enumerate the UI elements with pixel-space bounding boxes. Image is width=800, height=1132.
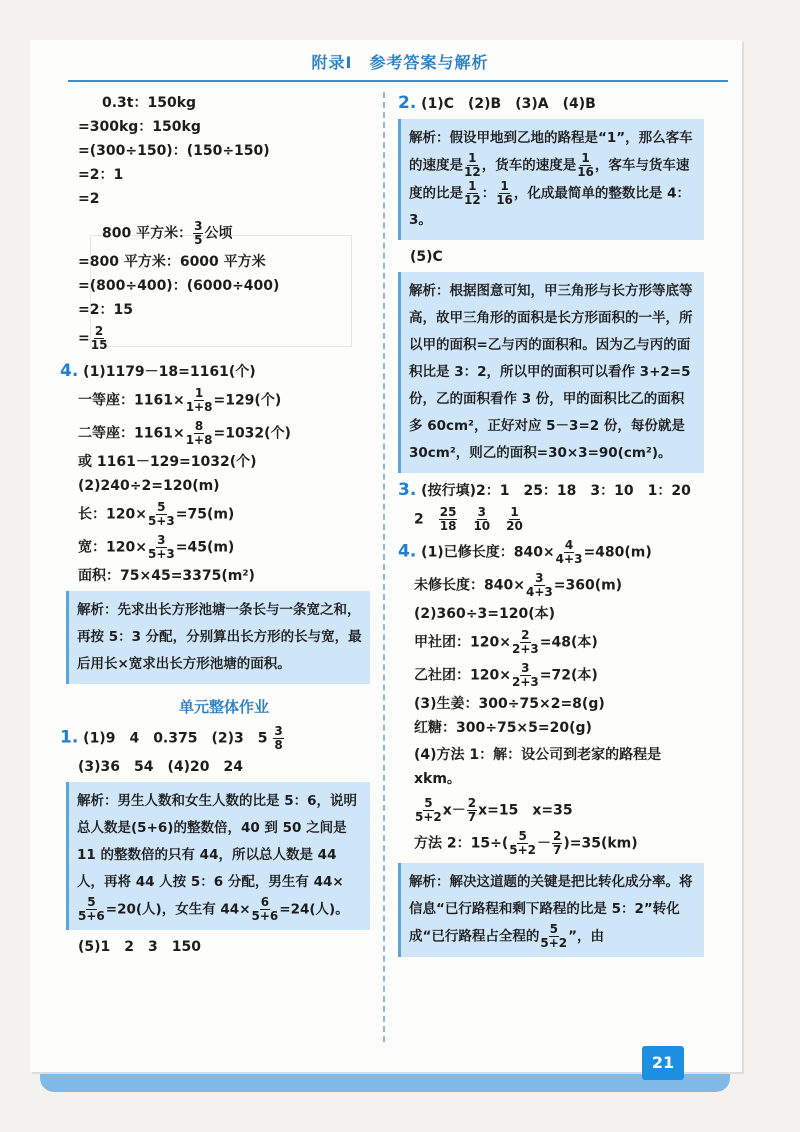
fraction: $\frac{3}{10}$ xyxy=(473,505,491,533)
line: =300kg：150kg xyxy=(78,119,201,135)
line: (5)C xyxy=(410,249,443,265)
question-number: 1. xyxy=(60,727,79,748)
line: 甲社团：120× $\frac{2}{2+3}$ =48(本) xyxy=(414,628,598,656)
line: (4)方法 1：解：设公司到老家的路程是 xkm。 xyxy=(414,747,662,787)
fraction: $\frac{3}{4+3}$ xyxy=(525,571,553,599)
header-title: 附录Ⅰ 参考答案与解析 xyxy=(311,53,489,72)
fraction: $\frac{1}{20}$ xyxy=(506,505,523,533)
line: =(800÷400)：(6000÷400) xyxy=(78,278,280,294)
fraction: $\frac{2}{2+3}$ xyxy=(511,628,539,656)
fraction: $\frac{5}{5+3}$ xyxy=(147,500,175,528)
analysis-box: 解析：假设甲地到乙地的路程是“1”，那么客车的速度是 $\frac{1}{12}$ ，货车的速度是 $\frac{1}{16}$ ，客车与货车速度的比是 $\frac{1}{12}$ ： $\frac{1}{16}$ ，化成最简单的整数比是 4：3。 xyxy=(398,119,704,240)
line: 0.3t：150kg xyxy=(102,95,197,111)
line: 一等座：1161× $\frac{1}{1+8}$ =129(个) xyxy=(78,386,282,414)
question-1: 1. (1)9 4 0.375 (2)3 5 $\frac{3}{8}$ xyxy=(60,724,283,752)
analysis-box: 解析：先求出长方形池塘一条长与一条宽之和，再按 5：3 分配，分别算出长方形的长与宽，最后用长×宽求出长方形池塘的面积。 xyxy=(66,591,370,684)
fraction: $\frac{3}{8}$ xyxy=(274,724,283,752)
line: 宽：120× $\frac{3}{5+3}$ =45(m) xyxy=(78,533,235,561)
question-number: 3. xyxy=(398,480,417,500)
fraction: $\frac{5}{5+2}$ xyxy=(415,796,442,824)
page-header xyxy=(0,50,800,73)
line: 2 $\frac{25}{18}$ $\frac{3}{10}$ $\frac{1}{20}$ xyxy=(414,505,523,533)
line: 或 1161－129=1032(个) xyxy=(78,454,257,470)
line: =800 平方米：6000 平方米 xyxy=(78,254,266,270)
line: 未修长度：840× $\frac{3}{4+3}$ =360(m) xyxy=(414,571,623,599)
fraction: $\frac{5}{5+2}$ xyxy=(540,922,568,950)
analysis-box: 解析：根据图意可知，甲三角形与长方形等底等高，故甲三角形的面积是长方形面积的一半，所以甲的面积=乙与丙的面积和。因为乙与丙的面积比是 3：2，所以甲的面积可以看作 3+2=5 份，乙的面积看作 3 份，甲的面积比乙的面积多 60cm²，正好对应 5－3=2 份，每份就是 30cm²，则乙的面积=30×3=90(cm²)。 xyxy=(398,272,704,473)
column-divider xyxy=(383,92,385,1042)
line: (2)240÷2=120(m) xyxy=(78,478,220,494)
line: (2)360÷3=120(本) xyxy=(414,606,555,622)
line: 面积：75×45=3375(m²) xyxy=(78,568,255,584)
fraction: $\frac{25}{18}$ xyxy=(439,505,457,533)
fraction: $\frac{1}{12}$ xyxy=(464,151,481,179)
question-4: 4. (1)已修长度：840× $\frac{4}{4+3}$ =480(m) xyxy=(398,538,652,566)
line xyxy=(78,220,370,247)
analysis-box: 解析：解决这道题的关键是把比转化成分率。将信息“已行路程和剩下路程的比是 5：2”转化成“已行路程占全程的 $\frac{5}{5+2}$ ”，由 xyxy=(398,863,704,957)
line: =2：15 xyxy=(78,302,133,318)
section-title: 单元整体作业 xyxy=(178,698,269,716)
left-column xyxy=(60,88,370,962)
line: (5)1 2 3 150 xyxy=(78,938,201,955)
fraction: $\frac{8}{1+8}$ xyxy=(185,419,213,447)
fraction: $\frac{4}{4+3}$ xyxy=(555,538,583,566)
line: 乙社团：120× $\frac{3}{2+3}$ =72(本) xyxy=(414,661,598,689)
line: (3)36 54 (4)20 24 xyxy=(78,759,244,775)
fraction: $\frac{3}{5+3}$ xyxy=(147,533,175,561)
text: 公顷 xyxy=(204,225,233,242)
header-rule xyxy=(68,80,728,82)
question-number: 4. xyxy=(398,541,417,562)
line: 方法 2：15÷( $\frac{5}{5+2}$ － $\frac{2}{7}$ )=35(km) xyxy=(414,829,638,857)
line: = $\frac{2}{15}$ xyxy=(78,324,108,352)
line: 二等座：1161× $\frac{8}{1+8}$ =1032(个) xyxy=(78,419,291,447)
fraction: $\frac{3}{2+3}$ xyxy=(511,661,539,689)
line: 长：120× $\frac{5}{5+3}$ =75(m) xyxy=(78,500,235,528)
fraction: $\frac{6}{5+6}$ xyxy=(251,895,279,923)
fraction: $\frac{1}{16}$ xyxy=(577,151,594,179)
analysis-box: 解析：男生人数和女生人数的比是 5：6，说明总人数是(5+6)的整数倍，40 到 50 之间是 11 的整数倍的只有 44，所以总人数是 44 人，再将 44 人按 5：6 分配，男生有 44× $\frac{5}{5+6}$ =20(人)，女生有 44× $\frac{6}{5+6}$ =24(人)。 xyxy=(66,782,370,930)
line: 红糖：300÷75×5=20(g) xyxy=(414,720,592,736)
line: =(300÷150)：(150÷150) xyxy=(78,143,270,159)
question-4: 4. (1)1179－18=1161(个) xyxy=(60,361,256,381)
fraction: $\frac{1}{16}$ xyxy=(496,178,513,207)
question-3: 3. (按行填)2：1 25：18 3：10 1：20 xyxy=(398,480,691,500)
line: =2：1 xyxy=(78,167,124,183)
fraction: $\frac{1}{12}$ xyxy=(464,178,481,207)
question-number: 4. xyxy=(60,361,79,381)
fraction: $\frac{1}{1+8}$ xyxy=(185,386,213,414)
fraction: $\frac{5}{5+2}$ xyxy=(509,829,536,857)
question-number: 2. xyxy=(398,93,417,113)
text: 800 平方米： xyxy=(102,225,193,242)
line: =2 xyxy=(78,191,100,207)
fraction: $\frac{2}{7}$ xyxy=(467,796,477,824)
question-2: 2. (1)C (2)B (3)A (4)B xyxy=(398,93,596,113)
right-column xyxy=(398,88,704,965)
fraction: $\frac{3}{5}$ xyxy=(194,219,203,247)
line: $\frac{5}{5+2}$ x－ $\frac{2}{7}$ x=15 x=35 xyxy=(415,796,573,824)
fraction: $\frac{2}{15}$ xyxy=(90,324,108,352)
fraction: $\frac{2}{7}$ xyxy=(553,829,562,857)
line: (3)生姜：300÷75×2=8(g) xyxy=(414,696,605,712)
page-number: 21 xyxy=(642,1046,684,1080)
fraction: $\frac{5}{5+6}$ xyxy=(78,895,105,923)
